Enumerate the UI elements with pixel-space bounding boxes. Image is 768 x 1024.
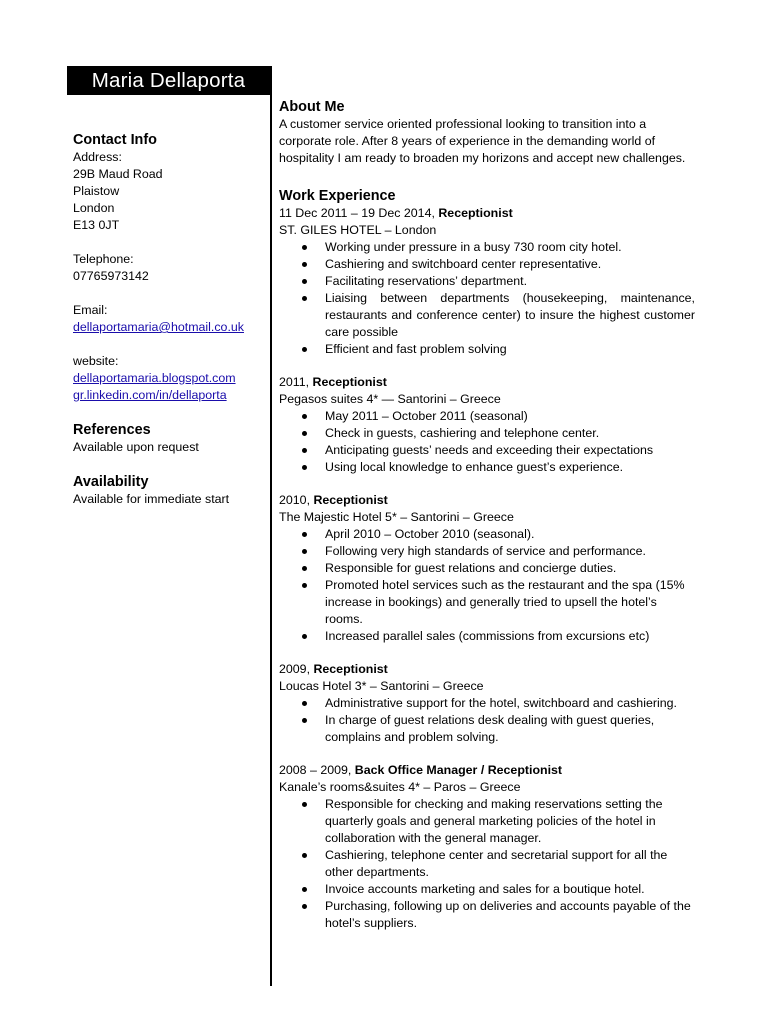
bullet-item: Working under pressure in a busy 730 room city hotel. <box>279 239 695 256</box>
bullet-item: Check in guests, cashiering and telephone center. <box>279 425 695 442</box>
job-dates: 2010, <box>279 493 314 507</box>
main-content <box>279 98 695 932</box>
column-divider <box>270 66 272 986</box>
job-employer: ST. GILES HOTEL – London <box>279 223 437 237</box>
email-label: Email: <box>73 303 108 317</box>
availability-text: Available for immediate start <box>73 492 230 506</box>
bullet-item: Facilitating reservations’ department. <box>279 273 695 290</box>
job-employer: The Majestic Hotel 5* – Santorini – Greece <box>279 510 514 524</box>
job-title <box>279 492 695 509</box>
job-dates: 2009, <box>279 662 314 676</box>
website-label: website: <box>73 354 119 368</box>
address-label: Address: <box>73 150 122 164</box>
bullet-item: Responsible for guest relations and concierge duties. <box>279 560 695 577</box>
references-text: Available upon request <box>73 440 199 454</box>
job-employer: Loucas Hotel 3* – Santorini – Greece <box>279 679 484 693</box>
address-line: E13 0JT <box>73 218 120 232</box>
job-bullets <box>279 526 695 645</box>
job-role: Back Office Manager / Receptionist <box>354 763 563 777</box>
bullet-item: Cashiering, telephone center and secretarial support for all the other departments. <box>279 847 695 881</box>
blog-link[interactable]: dellaportamaria.blogspot.com <box>73 371 236 385</box>
bullet-item: Using local knowledge to enhance guest’s experience. <box>279 459 695 476</box>
candidate-name: Maria Dellaporta <box>67 66 270 95</box>
job-role: Receptionist <box>438 206 513 220</box>
job-entry <box>279 205 695 358</box>
job-entry <box>279 374 695 476</box>
bullet-item: May 2011 – October 2011 (seasonal) <box>279 408 695 425</box>
job-role: Receptionist <box>312 375 387 389</box>
job-dates: 11 Dec 2011 – 19 Dec 2014, <box>279 206 439 220</box>
bullet-item: Responsible for checking and making reservations setting the quarterly goals and general marketing policies of the hotel in collaboration with the general manager. <box>279 796 695 847</box>
job-entry <box>279 492 695 645</box>
job-entry <box>279 661 695 746</box>
bullet-item: Liaising between departments (housekeeping, maintenance, restaurants and conference center) to insure the highest customer care possible <box>279 290 695 341</box>
address-line: 29B Maud Road <box>73 167 163 181</box>
bullet-item: Efficient and fast problem solving <box>279 341 695 358</box>
references-heading: References <box>73 422 151 438</box>
bullet-item: Promoted hotel services such as the restaurant and the spa (15% increase in bookings) and generally tried to upsell the hotel’s rooms. <box>279 577 695 628</box>
bullet-item: Purchasing, following up on deliveries and accounts payable of the hotel’s suppliers. <box>279 898 695 932</box>
contact-heading: Contact Info <box>73 132 157 148</box>
job-role: Receptionist <box>313 662 388 676</box>
telephone-number: 07765973142 <box>73 269 149 283</box>
availability-heading: Availability <box>73 474 149 490</box>
job-bullets <box>279 408 695 476</box>
bullet-item: April 2010 – October 2010 (seasonal). <box>279 526 695 543</box>
job-employer: Pegasos suites 4* — Santorini – Greece <box>279 392 501 406</box>
job-bullets <box>279 239 695 358</box>
job-dates: 2008 – 2009, <box>279 763 355 777</box>
address-line: Plaistow <box>73 184 120 198</box>
job-entry <box>279 762 695 932</box>
bullet-item: Cashiering and switchboard center representative. <box>279 256 695 273</box>
email-link[interactable]: dellaportamaria@hotmail.co.uk <box>73 320 244 334</box>
job-dates: 2011, <box>279 375 313 389</box>
job-role: Receptionist <box>313 493 388 507</box>
address-line: London <box>73 201 115 215</box>
job-bullets <box>279 695 695 746</box>
bullet-item: Increased parallel sales (commissions from excursions etc) <box>279 628 695 645</box>
work-heading: Work Experience <box>279 188 396 204</box>
job-title <box>279 374 695 391</box>
job-title <box>279 661 695 678</box>
bullet-item: Following very high standards of service and performance. <box>279 543 695 560</box>
job-bullets <box>279 796 695 932</box>
bullet-item: Invoice accounts marketing and sales for a boutique hotel. <box>279 881 695 898</box>
job-employer: Kanale’s rooms&suites 4* – Paros – Greece <box>279 780 521 794</box>
telephone-label: Telephone: <box>73 252 134 266</box>
job-title <box>279 762 695 779</box>
sidebar <box>73 131 265 508</box>
about-heading: About Me <box>279 99 345 115</box>
job-title <box>279 205 695 222</box>
about-text: A customer service oriented professional looking to transition into a corporate role. After 8 years of experience in the demanding world of hospitality I am ready to broaden my horizons and accept new challenges. <box>279 117 686 165</box>
bullet-item: In charge of guest relations desk dealing with guest queries, complains and problem solving. <box>279 712 695 746</box>
linkedin-link[interactable]: gr.linkedin.com/in/dellaporta <box>73 388 227 402</box>
bullet-item: Administrative support for the hotel, switchboard and cashiering. <box>279 695 695 712</box>
bullet-item: Anticipating guests’ needs and exceeding their expectations <box>279 442 695 459</box>
